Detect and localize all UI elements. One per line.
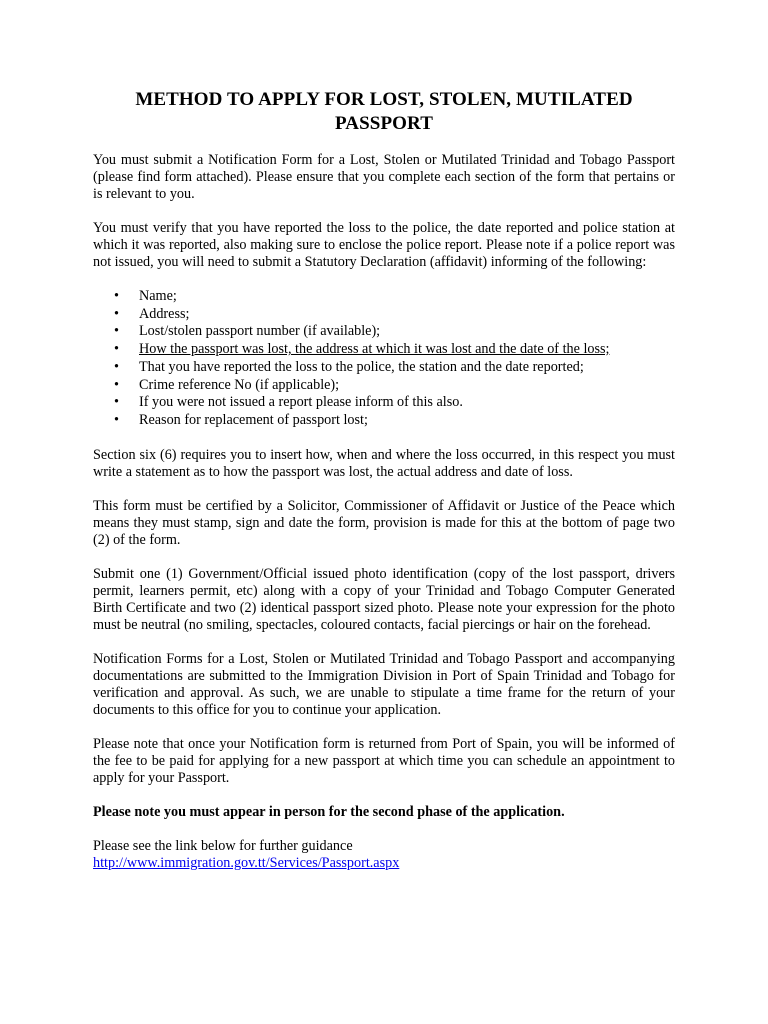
list-item-text: Crime reference No (if applicable);	[139, 376, 340, 393]
list-item	[93, 323, 675, 341]
fee-paragraph: Please note that once your Notification form is returned from Port of Spain, you will be informed of the fee to be paid for applying for a new passport at which time you can schedule an appointment to apply for your Passport.	[93, 735, 675, 786]
list-item-text: Lost/stolen passport number (if available);	[139, 323, 381, 340]
document-page	[93, 88, 675, 872]
bullet-icon: •	[114, 288, 119, 304]
in-person-notice: Please note you must appear in person for the second phase of the application.	[93, 803, 565, 820]
guidance-text: Please see the link below for further guidance	[93, 837, 353, 854]
list-item	[93, 359, 675, 377]
certification-paragraph: This form must be certified by a Solicitor, Commissioner of Affidavit or Justice of the Peace which means they must stamp, sign and date the form, provision is made for this at the bottom of page two (2) of the form.	[93, 497, 675, 548]
bullet-icon: •	[114, 358, 119, 375]
list-item	[93, 394, 675, 412]
list-item	[93, 412, 675, 430]
bullet-icon: •	[114, 305, 119, 322]
identification-paragraph: Submit one (1) Government/Official issued photo identification (copy of the lost passport, drivers permit, learners permit, etc) along with a copy of your Trinidad and Tobago Computer Generated Birth Certificate and two (2) identical passport sized photo. Please note your expression for the photo must be neutral (no smiling, spectacles, coloured contacts, facial piercings or hair on the forehead.	[93, 565, 675, 633]
list-item-text: Name;	[139, 288, 177, 304]
requirements-list	[93, 288, 675, 430]
list-item-text: That you have reported the loss to the police, the station and the date reported;	[139, 358, 584, 375]
guidance-link-line	[93, 855, 675, 872]
bullet-icon: •	[114, 323, 119, 340]
bullet-icon: •	[114, 394, 119, 411]
list-item-text: If you were not issued a report please inform of this also.	[139, 394, 463, 411]
list-item-text: Address;	[139, 305, 190, 322]
passport-services-link[interactable]: http://www.immigration.gov.tt/Services/Passport.aspx	[93, 854, 400, 871]
section-six-paragraph: Section six (6) requires you to insert how, when and where the loss occurred, in this respect you must write a statement as to how the passport was lost, the actual address and date of loss.	[93, 446, 675, 480]
list-item	[93, 341, 675, 359]
list-item	[93, 377, 675, 395]
document-title: METHOD TO APPLY FOR LOST, STOLEN, MUTILATED PASSPORT	[135, 89, 633, 134]
list-item-text: Reason for replacement of passport lost;	[139, 411, 368, 428]
bullet-icon: •	[114, 341, 119, 358]
bullet-icon: •	[114, 376, 119, 393]
list-item-text-underlined: How the passport was lost, the address at which it was lost and the date of the loss;	[139, 341, 610, 358]
intro-paragraph-2: You must verify that you have reported the loss to the police, the date reported and police station at which it was reported, also making sure to enclose the police report. Please note if a police report was not issued, you will need to submit a Statutory Declaration (affidavit) informing of the following:	[93, 220, 675, 270]
list-item	[93, 288, 675, 306]
list-item	[93, 306, 675, 324]
submission-paragraph: Notification Forms for a Lost, Stolen or Mutilated Trinidad and Tobago Passport and accompanying documentations are submitted to the Immigration Division in Port of Spain Trinidad and Tobago for verification and approval. As such, we are unable to stipulate a time frame for the return of your documents to this office for you to continue your application.	[93, 650, 675, 718]
intro-paragraph-1: You must submit a Notification Form for a Lost, Stolen or Mutilated Trinidad and Tobago Passport (please find form attached). Please ensure that you complete each section of the form that pertains or is relevant to you.	[93, 152, 675, 202]
bullet-icon: •	[114, 411, 119, 428]
